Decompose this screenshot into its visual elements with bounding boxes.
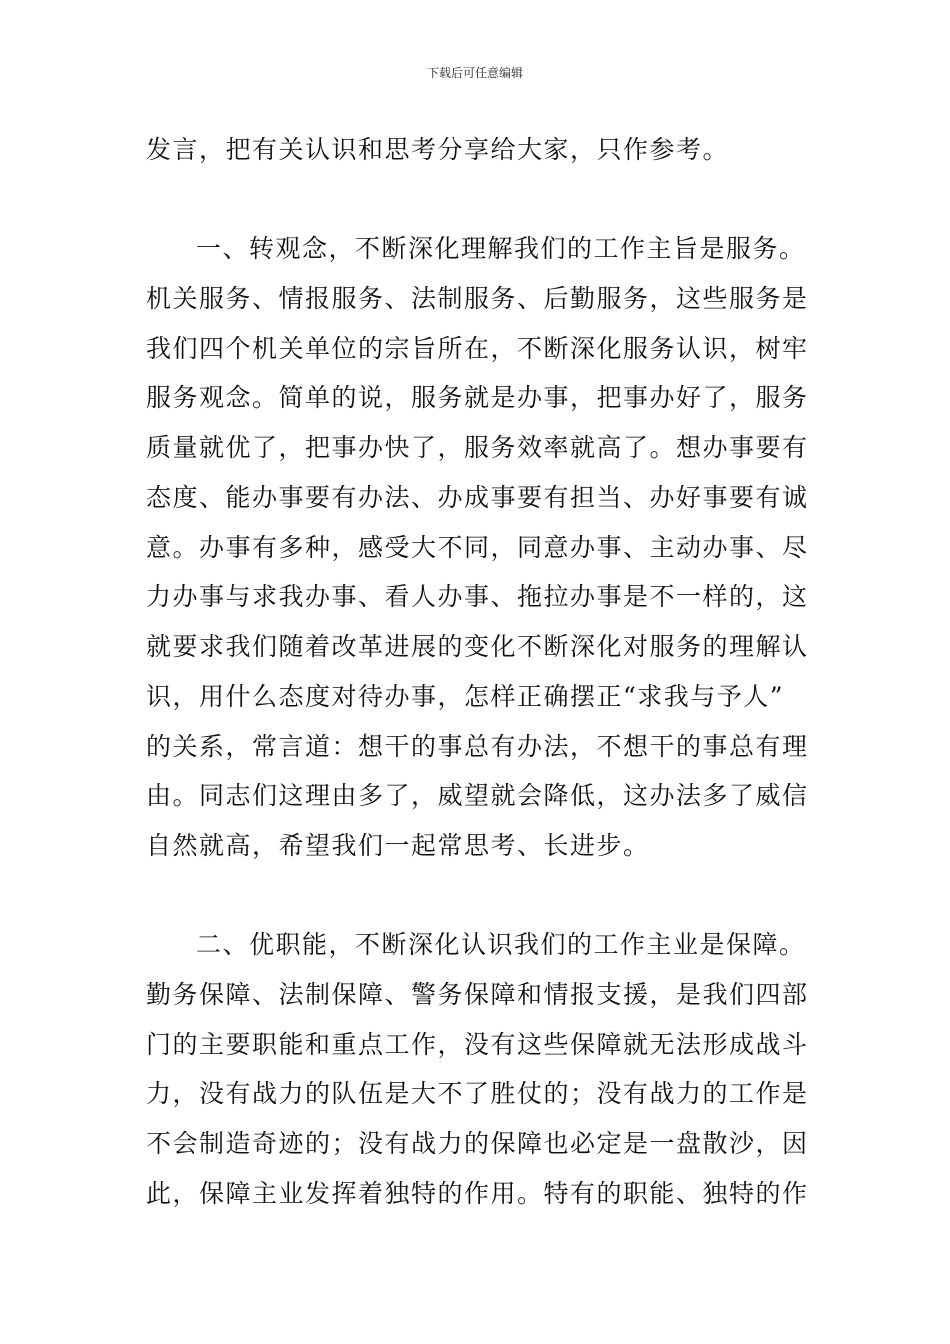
page-header: 下载后可任意编辑 <box>426 66 523 80</box>
body-line: 就要求我们随着改革进展的变化不断深化对服务的理解认 <box>146 632 809 661</box>
body-line: 自然就高，希望我们一起常思考、长进步。 <box>146 831 650 860</box>
body-line: 由。同志们这理由多了，威望就会降低，这办法多了威信 <box>146 781 809 810</box>
body-line: 意。办事有多种，感受大不同，同意办事、主动办事、尽 <box>146 533 809 562</box>
body-line: 此，保障主业发挥着独特的作用。特有的职能、独特的作 <box>146 1179 809 1208</box>
body-line: 不会制造奇迹的；没有战力的保障也必定是一盘散沙，因 <box>146 1129 809 1158</box>
body-line: 力，没有战力的队伍是大不了胜仗的；没有战力的工作是 <box>146 1079 809 1108</box>
body-line: 发言，把有关认识和思考分享给大家，只作参考。 <box>146 135 730 164</box>
section-heading-2: 二、优职能，不断深化认识我们的工作主业是保障。 <box>196 930 806 959</box>
section-heading-1: 一、转观念，不断深化理解我们的工作主旨是服务。 <box>196 234 806 263</box>
body-line: 我们四个机关单位的宗旨所在，不断深化服务认识，树牢 <box>146 334 809 363</box>
body-line: 勤务保障、法制保障、警务保障和情报支援，是我们四部 <box>146 980 809 1009</box>
body-line: 机关服务、情报服务、法制服务、后勤服务，这些服务是 <box>146 284 809 313</box>
body-line: 的关系，常言道：想干的事总有办法，不想干的事总有理 <box>146 732 809 761</box>
body-line: 态度、能办事要有办法、办成事要有担当、办好事要有诚 <box>146 483 809 512</box>
body-line: 质量就优了，把事办快了，服务效率就高了。想办事要有 <box>146 433 809 462</box>
body-line: 服务观念。简单的说，服务就是办事，把事办好了，服务 <box>146 383 809 412</box>
body-line: 力办事与求我办事、看人办事、拖拉办事是不一样的，这 <box>146 582 809 611</box>
body-line: 识，用什么态度对待办事，怎样正确摆正“求我与予人” <box>146 682 785 711</box>
body-line: 门的主要职能和重点工作，没有这些保障就无法形成战斗 <box>146 1030 809 1059</box>
